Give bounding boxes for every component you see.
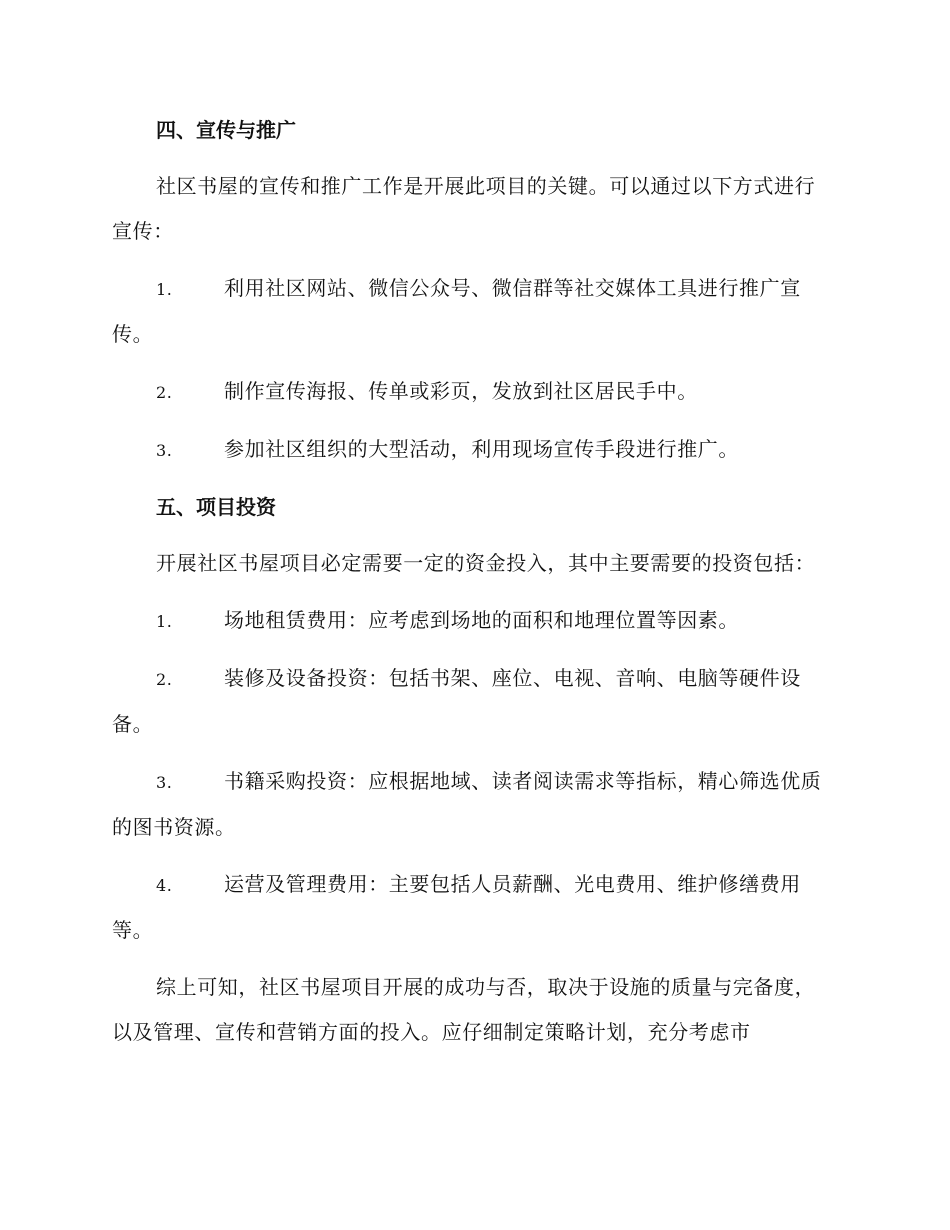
list-item (112, 266, 832, 357)
section5-heading: 五、项目投资 (156, 495, 276, 519)
list-item-number: 1. (156, 280, 173, 299)
section4-heading: 四、宣传与推广 (156, 118, 296, 142)
list-item-number: 1. (156, 612, 173, 631)
list-item-number: 2. (156, 383, 173, 402)
list-item-number: 3. (156, 773, 173, 792)
section4-intro: 社区书屋的宣传和推广工作是开展此项目的关键。可以通过以下方式进行宣传： (112, 174, 816, 243)
list-item-text: 制作宣传海报、传单或彩页，发放到社区居民手中。 (224, 379, 698, 403)
list-item (112, 598, 832, 644)
list-item (112, 656, 832, 747)
document-body (112, 108, 832, 1067)
list-item (112, 369, 832, 415)
section5-intro: 开展社区书屋项目必定需要一定的资金投入，其中主要需要的投资包括： (156, 551, 816, 575)
list-item-text: 装修及设备投资：包括书架、座位、电视、音响、电脑等硬件设备。 (112, 666, 801, 736)
list-item-number: 2. (156, 670, 173, 689)
list-item (112, 759, 832, 850)
list-item-text: 运营及管理费用：主要包括人员薪酬、光电费用、维护修缮费用等。 (112, 872, 801, 942)
list-item-number: 3. (156, 441, 173, 460)
list-item (112, 427, 832, 473)
conclusion-paragraph: 综上可知，社区书屋项目开展的成功与否，取决于设施的质量与完备度，以及管理、宣传和营销方面的投入。应仔细制定策略计划，充分考虑市 (112, 975, 816, 1044)
list-item-text: 利用社区网站、微信公众号、微信群等社交媒体工具进行推广宣传。 (112, 276, 801, 346)
list-item-text: 参加社区组织的大型活动，利用现场宣传手段进行推广。 (224, 437, 739, 461)
list-item-number: 4. (156, 876, 173, 895)
list-item-text: 书籍采购投资：应根据地域、读者阅读需求等指标，精心筛选优质的图书资源。 (112, 769, 822, 839)
list-item (112, 862, 832, 953)
list-item-text: 场地租赁费用：应考虑到场地的面积和地理位置等因素。 (224, 608, 739, 632)
